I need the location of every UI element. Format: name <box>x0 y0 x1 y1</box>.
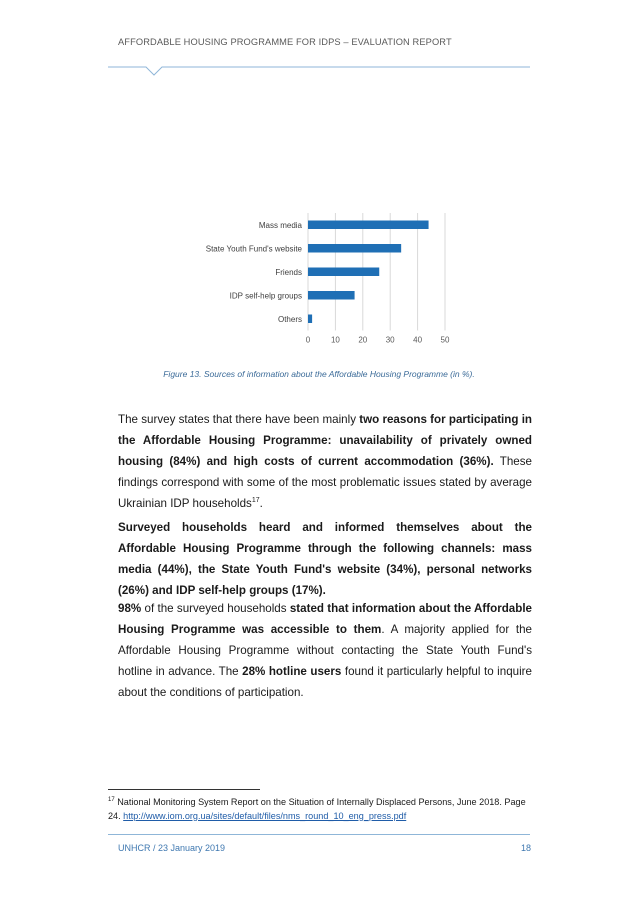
p3-text-3: found it particularly helpful to inquire about the conditions of participation. <box>118 665 532 699</box>
p1-bold-1: two reasons for participating in the Affordable Housing Programme: unavailability of privately owned housing (84%) and high costs of current accommodation (36%). <box>118 413 532 468</box>
bar <box>308 221 429 230</box>
footnote-rule <box>108 789 260 790</box>
p3-text-1: of the surveyed households <box>141 602 290 615</box>
category-label: Mass media <box>258 220 302 230</box>
bar <box>308 315 312 324</box>
p3-text-2: . A majority applied for the Affordable Housing Programme without contacting the State Youth Fund's hotline in advance. The <box>118 623 532 678</box>
x-tick-label: 50 <box>440 335 450 345</box>
information-sources-chart <box>150 205 500 355</box>
category-label: Others <box>277 314 302 324</box>
page-number: 18 <box>521 843 532 853</box>
p3-bold-3: 28% hotline users <box>242 665 342 678</box>
footnote-ref[interactable]: 17 <box>251 497 260 504</box>
figure-caption: Figure 13. Sources of information about the Affordable Housing Programme (in %). <box>163 369 475 379</box>
footer-divider <box>108 834 530 835</box>
category-label: State Youth Fund's website <box>205 244 302 254</box>
running-header: AFFORDABLE HOUSING PROGRAMME FOR IDPS – EVALUATION REPORT <box>118 37 452 47</box>
footnote-number: 17 <box>108 797 115 803</box>
p1-text-3: . <box>259 497 263 510</box>
bar <box>308 291 355 300</box>
x-tick-label: 30 <box>385 335 395 345</box>
footnote-text: National Monitoring System Report on the Situation of Internally Displaced Persons, June 2018. Page 24. <box>108 797 526 821</box>
p3-bold-1: 98% <box>118 602 142 615</box>
p1-text-1: The survey states that there have been mainly <box>118 413 360 426</box>
p1-text-2: These findings correspond with some of the most problematic issues stated by average Ukrainian IDP households <box>118 455 532 510</box>
p2-bold-1: Surveyed households heard and informed themselves about the Affordable Housing Programme through the following channels: mass media (44%), the State Youth Fund's website (34%), personal networks (26%) and IDP self-help groups (17%). <box>118 521 532 597</box>
x-tick-label: 40 <box>413 335 423 345</box>
x-tick-label: 20 <box>358 335 368 345</box>
footnote-link[interactable]: http://www.iom.org.ua/sites/default/files/nms_round_10_eng_press.pdf <box>123 810 407 821</box>
category-label: IDP self-help groups <box>229 291 302 301</box>
p3-bold-2: stated that information about the Affordable Housing Programme was accessible to them <box>118 602 532 636</box>
header-divider <box>108 58 530 80</box>
paragraph-reasons <box>118 409 532 514</box>
bar <box>308 244 401 253</box>
paragraph-accessibility <box>118 598 532 703</box>
footnote <box>108 796 538 823</box>
x-tick-label: 10 <box>330 335 340 345</box>
bar <box>308 268 379 277</box>
footer-source-date: UNHCR / 23 January 2019 <box>118 843 226 853</box>
category-label: Friends <box>275 267 302 277</box>
x-tick-label: 0 <box>305 335 311 345</box>
paragraph-channels <box>118 517 532 601</box>
